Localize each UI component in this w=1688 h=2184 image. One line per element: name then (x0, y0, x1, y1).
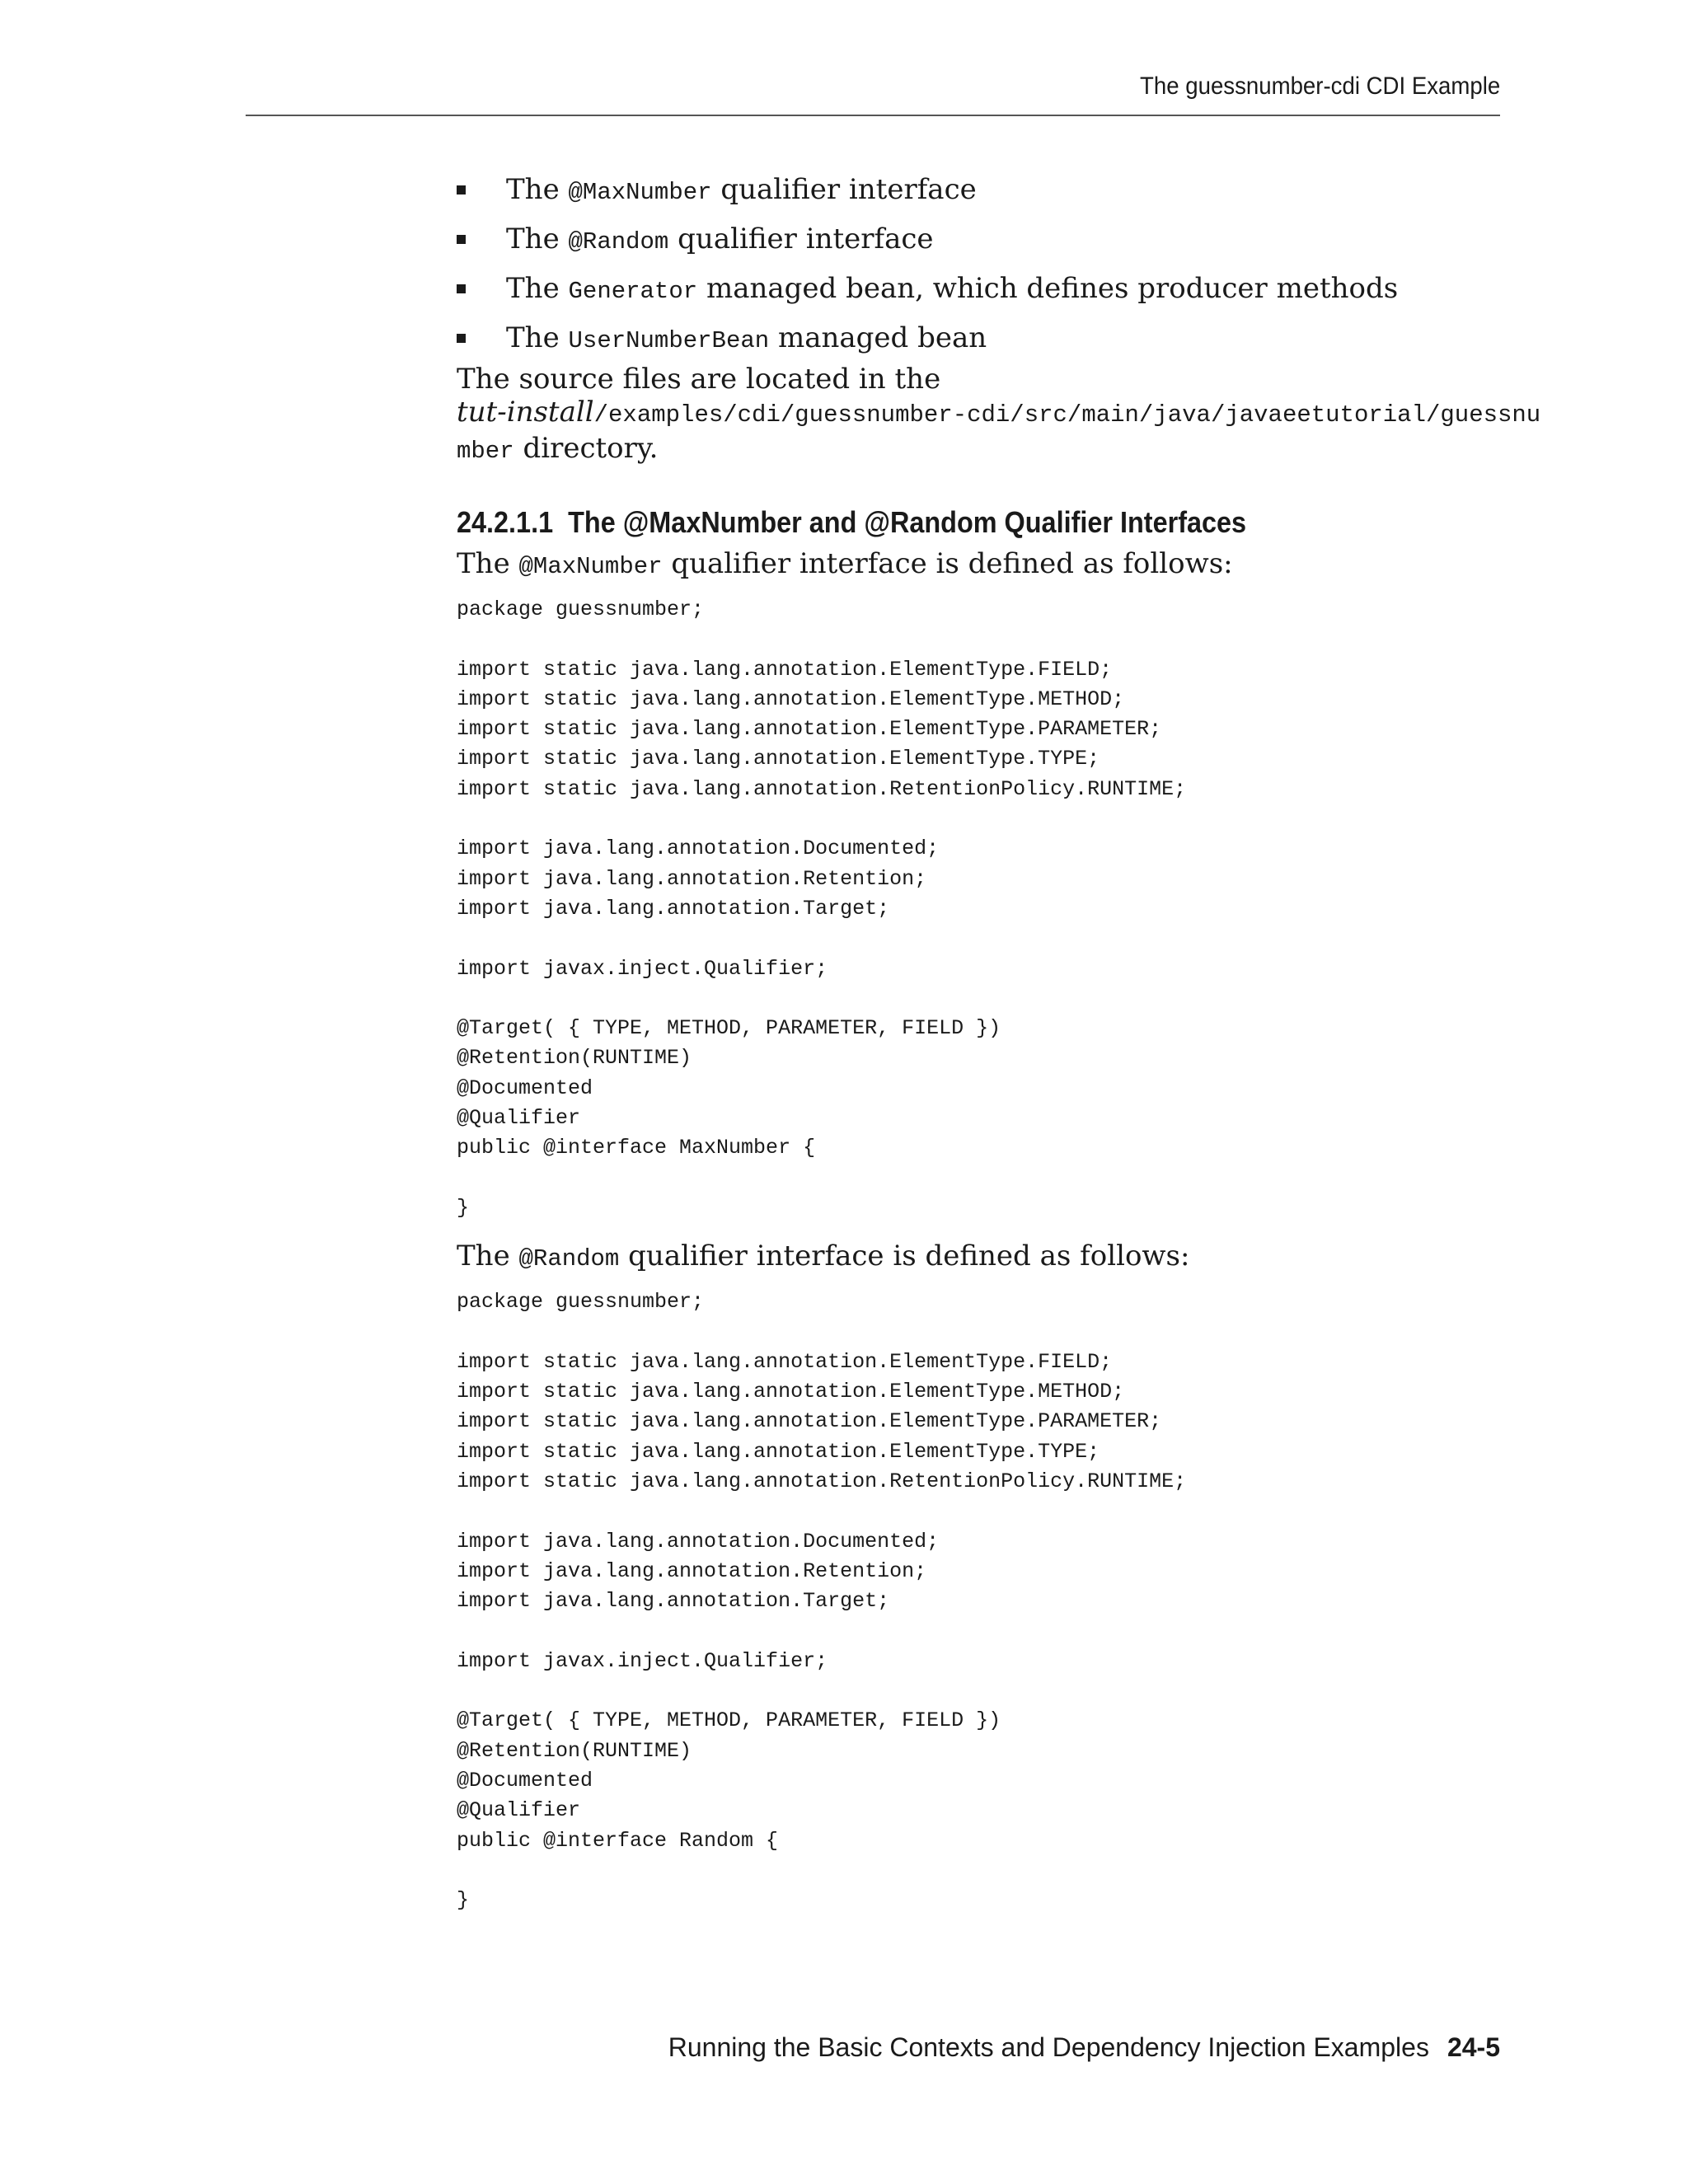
inline-code: @MaxNumber (518, 553, 663, 580)
list-item: The @MaxNumber qualifier interface (457, 165, 1500, 214)
list-item: The Generator managed bean, which defines producer methods (457, 264, 1500, 313)
bullet-list (457, 165, 1500, 363)
random-code-block: package guessnumber; import static java.lang.annotation.ElementType.FIELD; import static java.lang.annotation.ElementType.METHOD; import static java.lang.annotation.ElementType.PARAMETER; import static java.lang.annotation.ElementType.TYPE; import static java.lang.annotation.RetentionPolicy.RUNTIME; import java.lang.annotation.Documented; import java.lang.annotation.Retention; import java.lang.annotation.Target; import javax.inject.Qualifier; @Target( { TYPE, METHOD, PARAMETER, FIELD }) @Retention(RUNTIME) @Documented @Qualifier public @interface Random { } (457, 1290, 1187, 1913)
list-item: The @Random qualifier interface (457, 214, 1500, 264)
page-number: 24-5 (1447, 2032, 1500, 2062)
inline-code: @Random (568, 228, 669, 255)
inline-code: @MaxNumber (568, 179, 712, 206)
page-footer (668, 2032, 1500, 2063)
inline-code: Generator (568, 278, 698, 305)
section-title: The @MaxNumber and @Random Qualifier Interfaces (568, 505, 1247, 539)
bullet-square-icon (457, 284, 466, 293)
running-header-title: The guessnumber-cdi CDI Example (1139, 73, 1500, 100)
footer-chapter-title: Running the Basic Contexts and Dependency Injection Examples (668, 2032, 1429, 2062)
source-path-continued: mber (457, 438, 514, 465)
page-body (457, 165, 1541, 1915)
source-path: /examples/cdi/guessnumber-cdi/src/main/java/javaeetutorial/guessnu (593, 401, 1541, 429)
section-number: 24.2.1.1 (457, 505, 554, 539)
bullet-square-icon (457, 235, 466, 244)
maxnumber-intro: The @MaxNumber qualifier interface is defined as follows: (457, 547, 1233, 580)
random-intro: The @Random qualifier interface is defined as follows: (457, 1240, 1190, 1273)
header-rule (246, 115, 1500, 116)
path-placeholder: tut-install (457, 396, 594, 429)
bullet-square-icon (457, 334, 466, 343)
inline-code: UserNumberBean (568, 327, 770, 354)
bullet-square-icon (457, 185, 466, 194)
list-item: The UserNumberBean managed bean (457, 313, 1500, 363)
section-heading (457, 503, 1395, 542)
maxnumber-code-block: package guessnumber; import static java.lang.annotation.ElementType.FIELD; import static java.lang.annotation.ElementType.METHOD; import static java.lang.annotation.ElementType.PARAMETER; import static java.lang.annotation.ElementType.TYPE; import static java.lang.annotation.RetentionPolicy.RUNTIME; import java.lang.annotation.Documented; import java.lang.annotation.Retention; import java.lang.annotation.Target; import javax.inject.Qualifier; @Target( { TYPE, METHOD, PARAMETER, FIELD }) @Retention(RUNTIME) @Documented @Qualifier public @interface MaxNumber { } (457, 598, 1187, 1220)
source-location-paragraph: The source files are located in the tut-install/examples/cdi/guessnumber-cdi/src/main/java/javaeetutorial/guessnu mber directory. (457, 363, 1541, 465)
inline-code: @Random (518, 1245, 620, 1273)
